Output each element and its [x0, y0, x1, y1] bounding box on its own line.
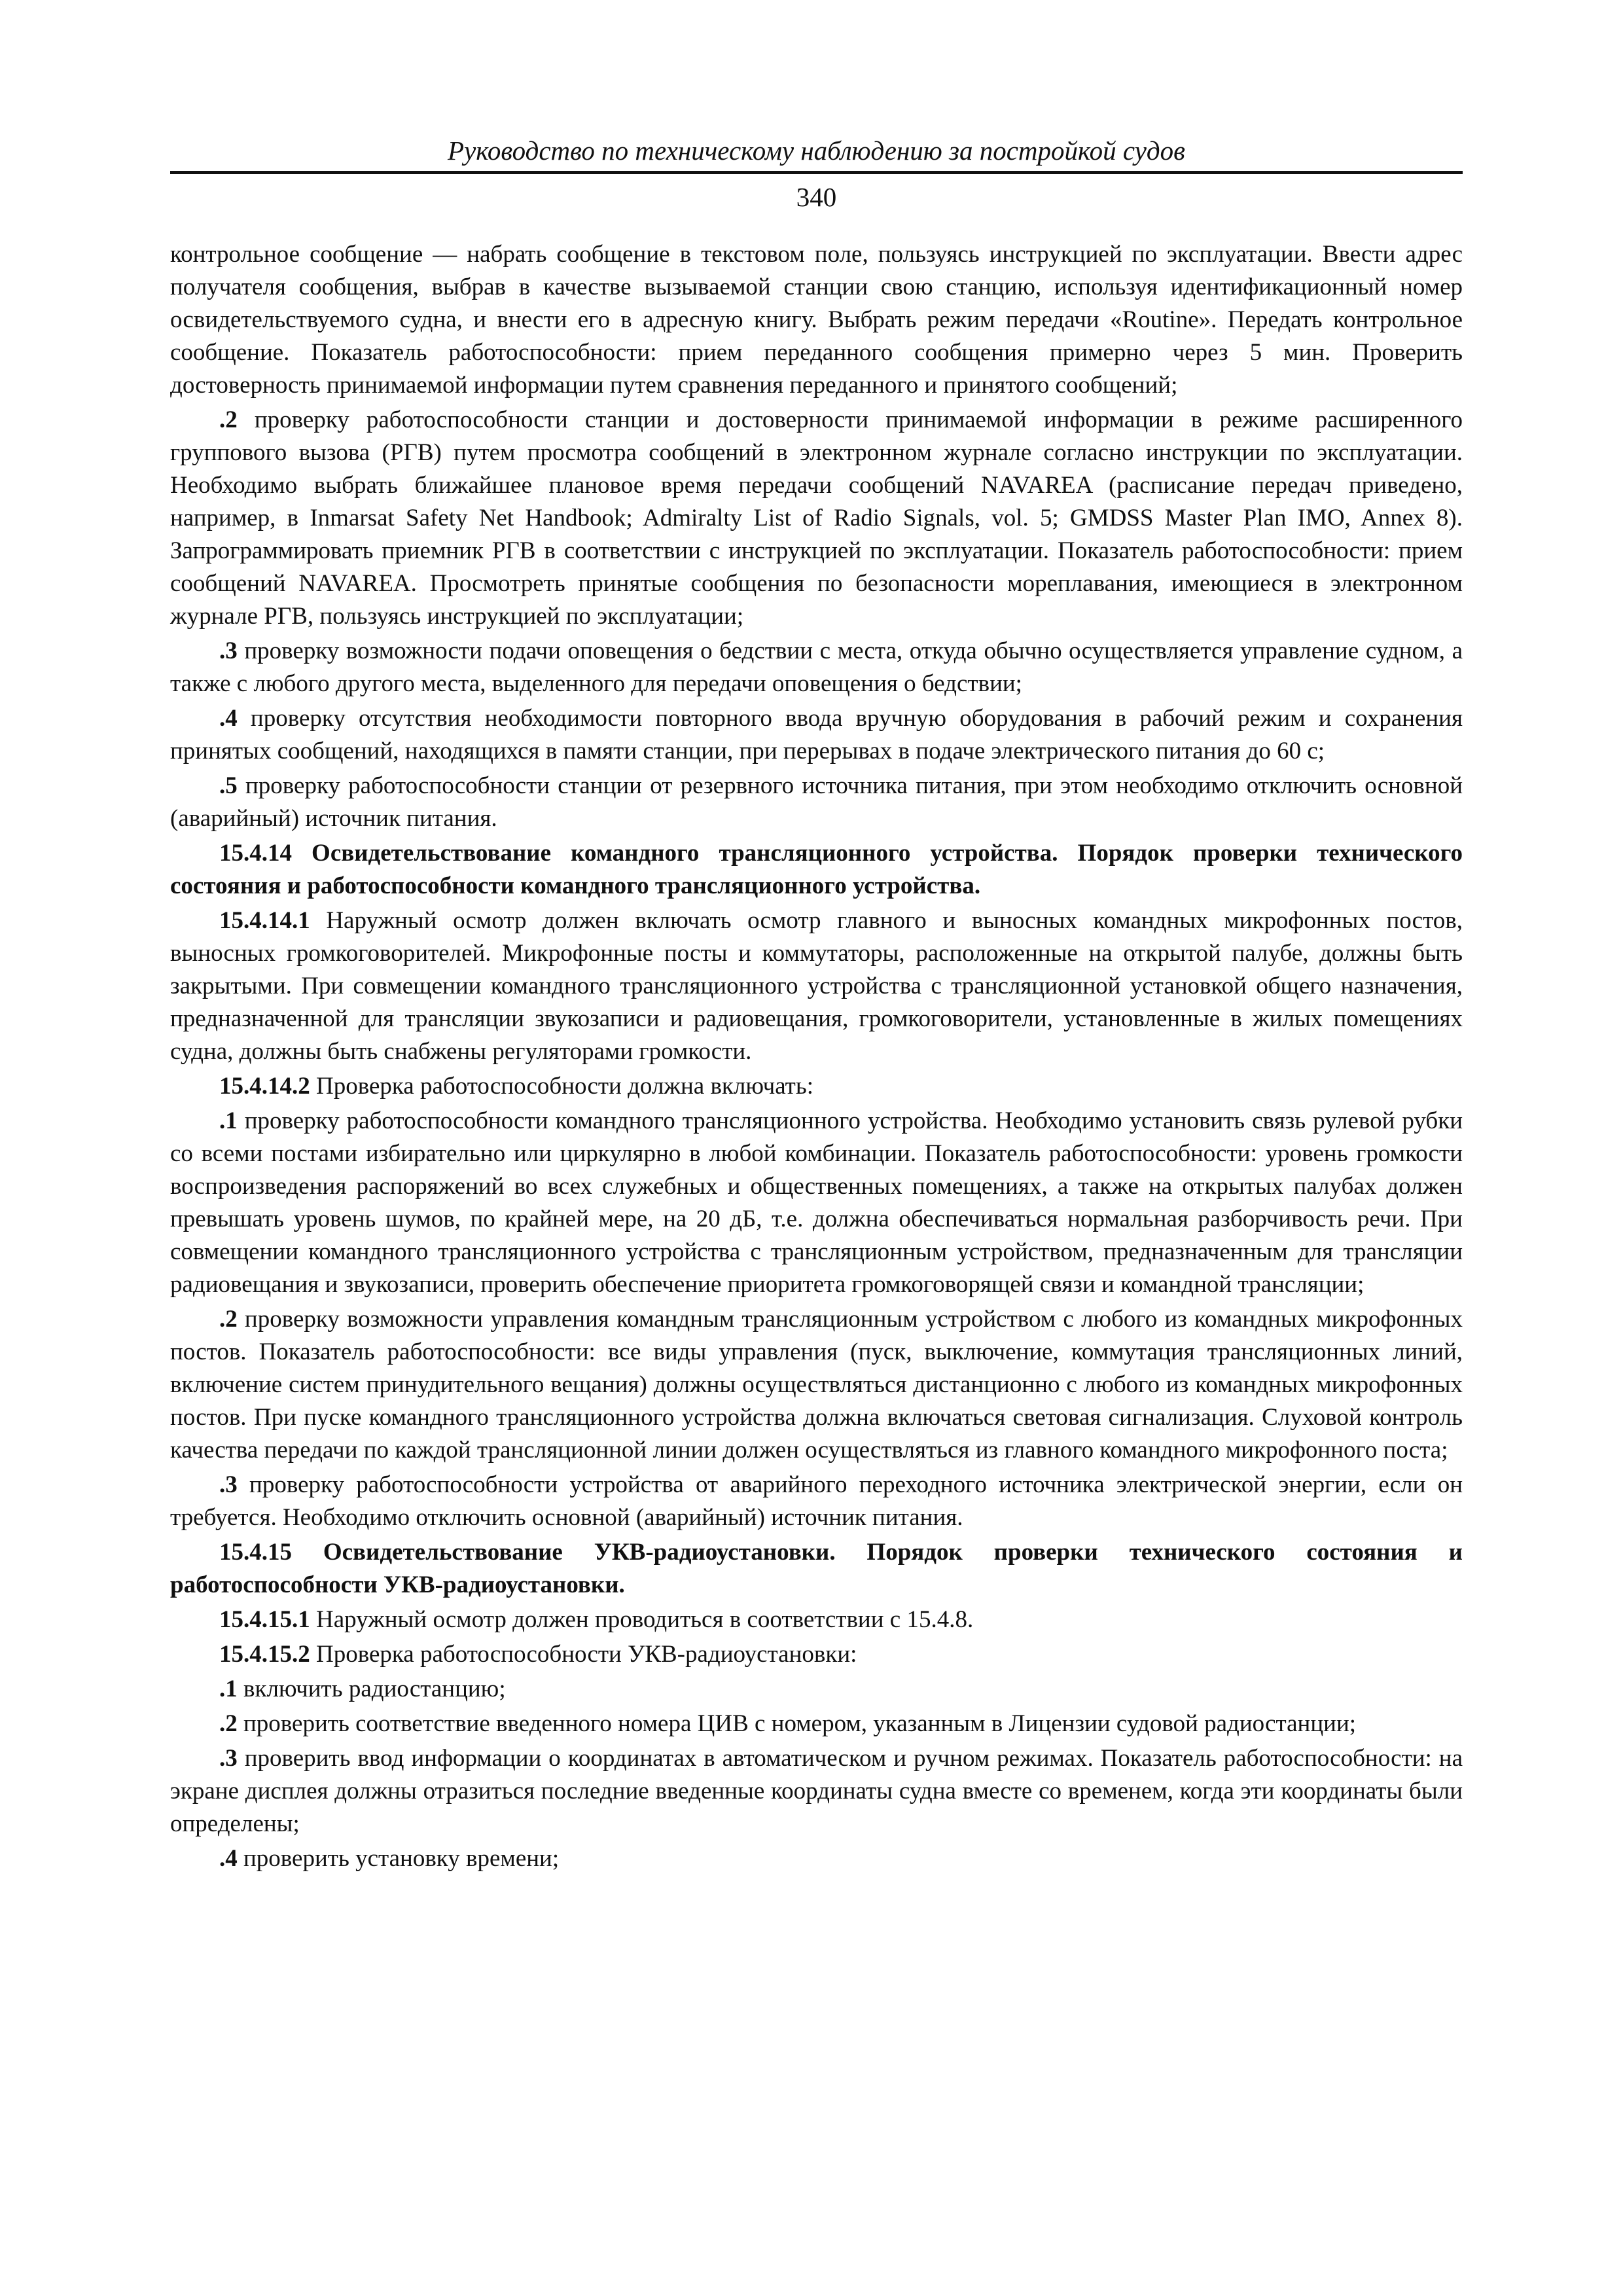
list-item-4-power-interruption: .4 проверку отсутствия необходимости повторного ввода вручную оборудования в рабочий режим и сохранения принятых сообщений, находящихся в памяти станции, при перерывах в подаче электрического питания до 60 с;: [170, 705, 1463, 764]
item-number: .3: [219, 1471, 238, 1498]
clause-number: 15.4.14.1: [219, 907, 310, 934]
item-number: .1: [219, 1676, 238, 1702]
item-number: .5: [219, 772, 238, 799]
clause-number: 15.4.15.2: [219, 1641, 310, 1668]
item-number: .2: [219, 1710, 238, 1737]
section-heading-15-4-15: 15.4.15 Освидетельствование УКВ-радиоустановки. Порядок проверки технического состояния и работоспособности УКВ-радиоустановки.: [170, 1539, 1463, 1598]
clause-15-4-15-2: 15.4.15.2 Проверка работоспособности УКВ-радиоустановки:: [219, 1641, 857, 1668]
list-item-1-command-broadcast: .1 проверку работоспособности командного трансляционного устройства. Необходимо установить связь рулевой рубки со всеми постами избирательно или циркулярно в любой комбинации. Показатель работоспособности: уровень громкости воспроизведения распоряжений во всех служебных и общественных помещениях, а также на открытых палубах должен превышать уровень шумов, по крайней мере, на 20 дБ, т.е. должна обеспечиваться нормальная разборчивость речи. При совмещении командного трансляционного устройства с трансляционным устройством, предназначенным для трансляции радиовещания и звукозаписи, проверить обеспечение приоритета громкоговорящей связи и командной трансляции;: [170, 1107, 1463, 1298]
item-number: .4: [219, 1845, 238, 1872]
item-number: .3: [219, 637, 238, 664]
list-item-3-distress-alert: .3 проверку возможности подачи оповещения о бедствии с места, откуда обычно осуществляется управление судном, а также с любого другого места, выделенного для передачи оповещения о бедствии;: [170, 637, 1463, 697]
list-item-4-time-setting: .4 проверить установку времени;: [219, 1845, 560, 1872]
item-number: .4: [219, 705, 238, 732]
clause-number: 15.4.14.2: [219, 1073, 310, 1100]
list-item-2-rgv-check: .2 проверку работоспособности станции и достоверности принимаемой информации в режиме расширенного группового вызова (РГВ) путем просмотра сообщений в электронном журнале согласно инструкции по эксплуатации. Необходимо выбрать ближайшее плановое время передачи сообщений NAVAREA (расписание передач приведено, например, в Inmarsat Safety Net Handbook; Admiralty List of Radio Signals, vol. 5; GMDSS Master Plan IMO, Annex 8). Запрограммировать приемник РГВ в соответствии с инструкцией по эксплуатации. Показатель работоспособности: прием сообщений NAVAREA. Просмотреть принятые сообщения по безопасности мореплавания, имеющиеся в электронном журнале РГВ, пользуясь инструкцией по эксплуатации;: [170, 406, 1463, 630]
list-item-3-coordinates: .3 проверить ввод информации о координатах в автоматическом и ручном режимах. Показатель работоспособности: на экране дисплея должны отразиться последние введенные координаты судна вместе со временем, когда эти координаты были определены;: [170, 1745, 1463, 1837]
list-item-3-emergency-source: .3 проверку работоспособности устройства от аварийного переходного источника электрической энергии, если он требуется. Необходимо отключить основной (аварийный) источник питания.: [170, 1471, 1463, 1531]
item-number: .3: [219, 1745, 238, 1772]
list-item-2-remote-control: .2 проверку возможности управления командным трансляционным устройством с любого из командных микрофонных постов. Показатель работоспособности: все виды управления (пуск, выключение, коммутация трансляционных линий, включение систем принудительного вещания) должны осуществляться дистанционно с любого из командных микрофонных постов. При пуске командного трансляционного устройства должна включаться световая сигнализация. Слуховой контроль качества передачи по каждой трансляционной линии должен осуществляться из главного командного микрофонного поста;: [170, 1306, 1463, 1463]
document-page: [170, 134, 1463, 1877]
clause-15-4-14-1: 15.4.14.1 Наружный осмотр должен включать осмотр главного и выносных командных микрофонных постов, выносных громкоговорителей. Микрофонные посты и коммутаторы, расположенные на открытой палубе, должны быть закрытыми. При совмещении командного трансляционного устройства с трансляционной установкой общего назначения, предназначенной для трансляции звукозаписи и радиовещания, громкоговорители, установленные в жилых помещениях судна, должны быть снабжены регуляторами громкости.: [170, 907, 1463, 1065]
running-head: Руководство по техническому наблюдению за постройкой судов: [170, 134, 1463, 174]
clause-15-4-14-2: 15.4.14.2 Проверка работоспособности должна включать:: [219, 1073, 813, 1100]
item-number: .2: [219, 1306, 238, 1333]
list-item-2-dsc-number: .2 проверить соответствие введенного номера ЦИВ с номером, указанным в Лицензии судовой радиостанции;: [219, 1710, 1357, 1737]
paragraph-continuation: контрольное сообщение — набрать сообщение в текстовом поле, пользуясь инструкцией по эксплуатации. Ввести адрес получателя сообщения, выбрав в качестве вызываемой станции свою станцию, используя идентификационный номер освидетельствуемого судна, и внести его в адресную книгу. Выбрать режим передачи «Routine». Передать контрольное сообщение. Показатель работоспособности: прием переданного сообщения примерно через 5 мин. Проверить достоверность принимаемой информации путем сравнения переданного и принятого сообщений;: [170, 241, 1463, 399]
list-item-1-power-on: .1 включить радиостанцию;: [219, 1676, 506, 1702]
clause-15-4-15-1: 15.4.15.1 Наружный осмотр должен проводиться в соответствии с 15.4.8.: [219, 1606, 974, 1633]
item-number: .1: [219, 1107, 238, 1134]
clause-number: 15.4.15.1: [219, 1606, 310, 1633]
section-heading-15-4-14: 15.4.14 Освидетельствование командного трансляционного устройства. Порядок проверки технического состояния и работоспособности командного трансляционного устройства.: [170, 840, 1463, 899]
list-item-5-reserve-power: .5 проверку работоспособности станции от резервного источника питания, при этом необходимо отключить основной (аварийный) источник питания.: [170, 772, 1463, 832]
page-number: 340: [796, 182, 837, 212]
document-body: [170, 238, 1463, 1875]
item-number: .2: [219, 406, 238, 433]
